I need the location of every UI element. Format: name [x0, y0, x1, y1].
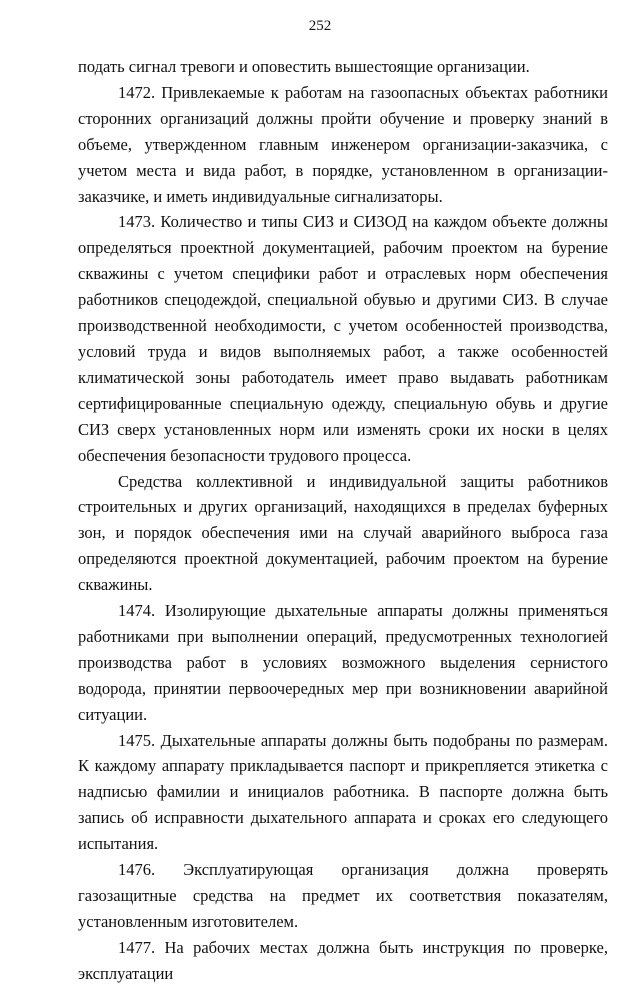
- paragraph-1474: 1474. Изолирующие дыхательные аппараты должны применяться работниками при выполнении операций, предусмотренных технологией производства работ в условиях возможного выделения сернистого водорода, принятии первоочередных мер при возникновении аварийной ситуации.: [78, 601, 608, 724]
- document-body: [78, 54, 608, 987]
- paragraph-continuation: подать сигнал тревоги и оповестить вышестоящие организации.: [78, 57, 530, 76]
- paragraph-1476: 1476. Эксплуатирующая организация должна проверять газозащитные средства на предмет их соответствия показателям, установленным изготовителем.: [78, 860, 608, 931]
- paragraph-1473: 1473. Количество и типы СИЗ и СИЗОД на каждом объекте должны определяться проектной документацией, рабочим проектом на бурение скважины с учетом специфики работ и отраслевых норм обеспечения работников спецодеждой, специальной обувью и другими СИЗ. В случае производственной необходимости, с учетом особенностей производства, условий труда и видов выполняемых работ, а также особенностей климатической зоны работодатель имеет право выдавать работникам сертифицированные специальную одежду, специальную обувь и другие СИЗ сверх установленных норм или изменять сроки их носки в целях обеспечения безопасности трудового процесса.: [78, 212, 608, 465]
- paragraph-1472: 1472. Привлекаемые к работам на газоопасных объектах работники сторонних организаций должны пройти обучение и проверку знаний в объеме, утвержденном главным инженером организации-заказчика, с учетом места и вида работ, в порядке, установленном в организации-заказчике, и иметь индивидуальные сигнализаторы.: [78, 82, 608, 206]
- paragraph-1475: 1475. Дыхательные аппараты должны быть подобраны по размерам. К каждому аппарату прикладывается паспорт и прикрепляется этикетка с надписью фамилии и инициалов работника. В паспорте должна быть запись об исправности дыхательного аппарата и сроках его следующего испытания.: [78, 730, 608, 854]
- paragraph-collective-protection: Средства коллективной и индивидуальной защиты работников строительных и других организаций, находящихся в пределах буферных зон, и порядок обеспечения ими на случай аварийного выброса газа определяются проектной документацией, рабочим проектом на бурение скважины.: [78, 471, 608, 595]
- page-number: 252: [308, 18, 332, 34]
- paragraph-1477: 1477. На рабочих местах должна быть инструкция по проверке, эксплуатации: [78, 937, 608, 983]
